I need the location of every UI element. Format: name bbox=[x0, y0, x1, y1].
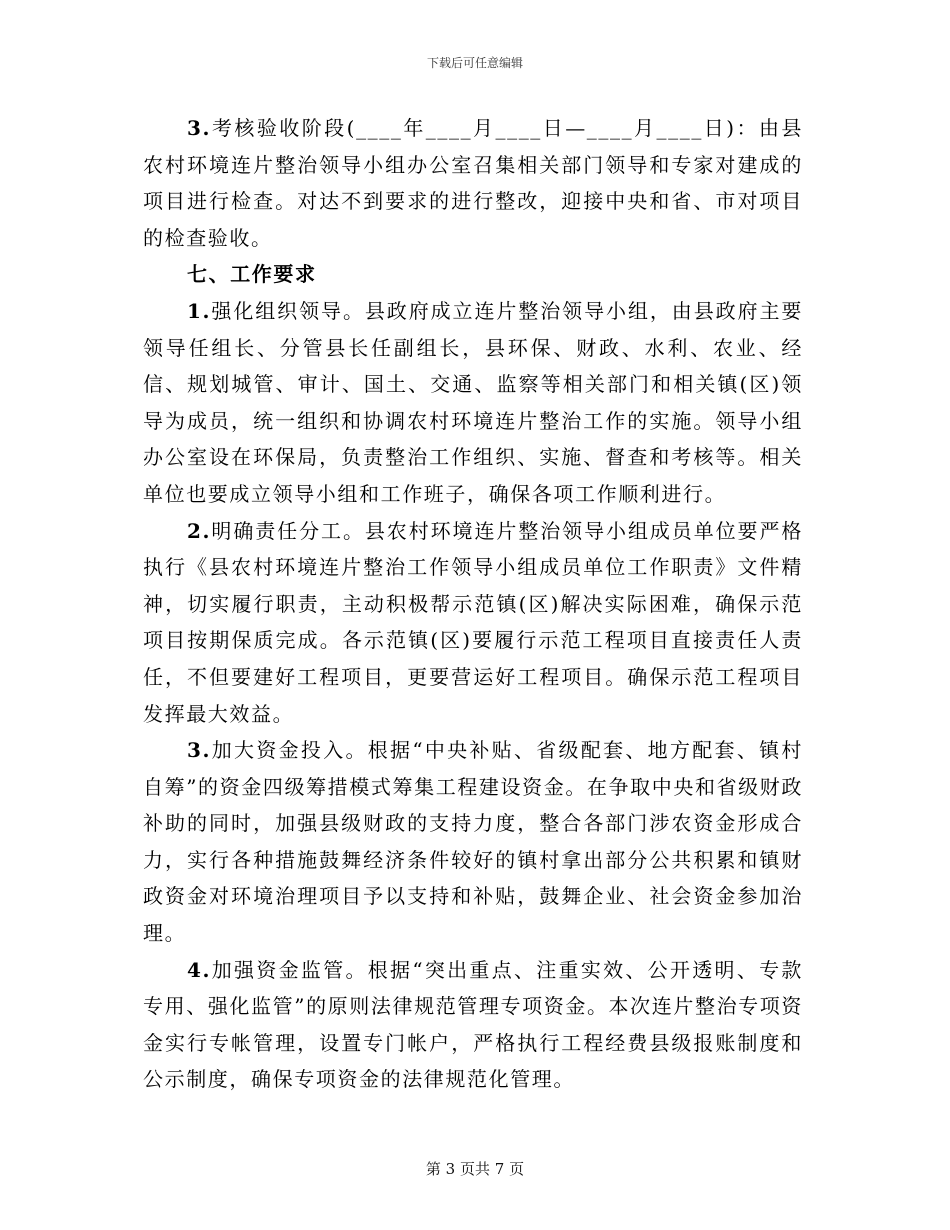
page-header: 下载后可任意编辑 bbox=[426, 56, 523, 70]
paragraph-number: 2. bbox=[187, 518, 212, 543]
paragraph-text: 加大资金投入。根据“中央补贴、省级配套、地方配套、镇村自筹”的资金四级筹措模式筹集工程建设资金。在争取中央和省级财政补助的同时，加强县级财政的支持力度，整合各部门涉农资金形成合力，实行各种措施鼓舞经济条件较好的镇村拿出部分公共积累和镇财政资金对环境治理项目予以支持和补贴，鼓舞企业、社会资金参加治理。 bbox=[143, 738, 803, 946]
paragraph-number: 3. bbox=[187, 738, 212, 763]
paragraph-text: 强化组织领导。县政府成立连片整治领导小组，由县政府主要领导任组长、分管县长任副组长，县环保、财政、水利、农业、经信、规划城管、审计、国土、交通、监察等相关部门和相关镇(区)领导为成员，统一组织和协调农村环境连片整治工作的实施。领导小组办公室设在环保局，负责整治工作组织、实施、督查和考核等。相关单位也要成立领导小组和工作班子，确保各项工作顺利进行。 bbox=[143, 298, 803, 506]
paragraph-2-responsibility bbox=[143, 513, 803, 733]
paragraph-number: 4. bbox=[187, 957, 212, 982]
paragraph-4-fund-supervision bbox=[143, 952, 803, 1098]
section-heading-work-requirements: 七、工作要求 bbox=[187, 262, 317, 287]
paragraph-3-funding bbox=[143, 732, 803, 952]
paragraph-3-acceptance-stage bbox=[143, 110, 803, 256]
paragraph-text: 明确责任分工。县农村环境连片整治领导小组成员单位要严格执行《县农村环境连片整治工作领导小组成员单位工作职责》文件精神，切实履行职责，主动积极帮示范镇(区)解决实际困难，确保示范项目按期保质完成。各示范镇(区)要履行示范工程项目直接责任人责任，不但要建好工程项目，更要营运好工程项目。确保示范工程项目发挥最大效益。 bbox=[143, 518, 803, 726]
paragraph-1-organization bbox=[143, 293, 803, 513]
paragraph-number: 3. bbox=[187, 116, 212, 140]
paragraph-text: 加强资金监管。根据“突出重点、注重实效、公开透明、专款专用、强化监管”的原则法律规范管理专项资金。本次连片整治专项资金实行专帐管理，设置专门帐户，严格执行工程经费县级报账制度和公示制度，确保专项资金的法律规范化管理。 bbox=[143, 957, 803, 1092]
paragraph-text: 考核验收阶段(____年____月____日—____月____日)：由县农村环境连片整治领导小组办公室召集相关部门领导和专家对建成的项目进行检查。对达不到要求的进行整改，迎接中央和省、市对项目的检查验收。 bbox=[143, 116, 803, 250]
paragraph-number: 1. bbox=[187, 298, 212, 323]
document-body bbox=[143, 110, 803, 1098]
page-footer: 第 3 页共 7 页 bbox=[425, 1160, 525, 1178]
